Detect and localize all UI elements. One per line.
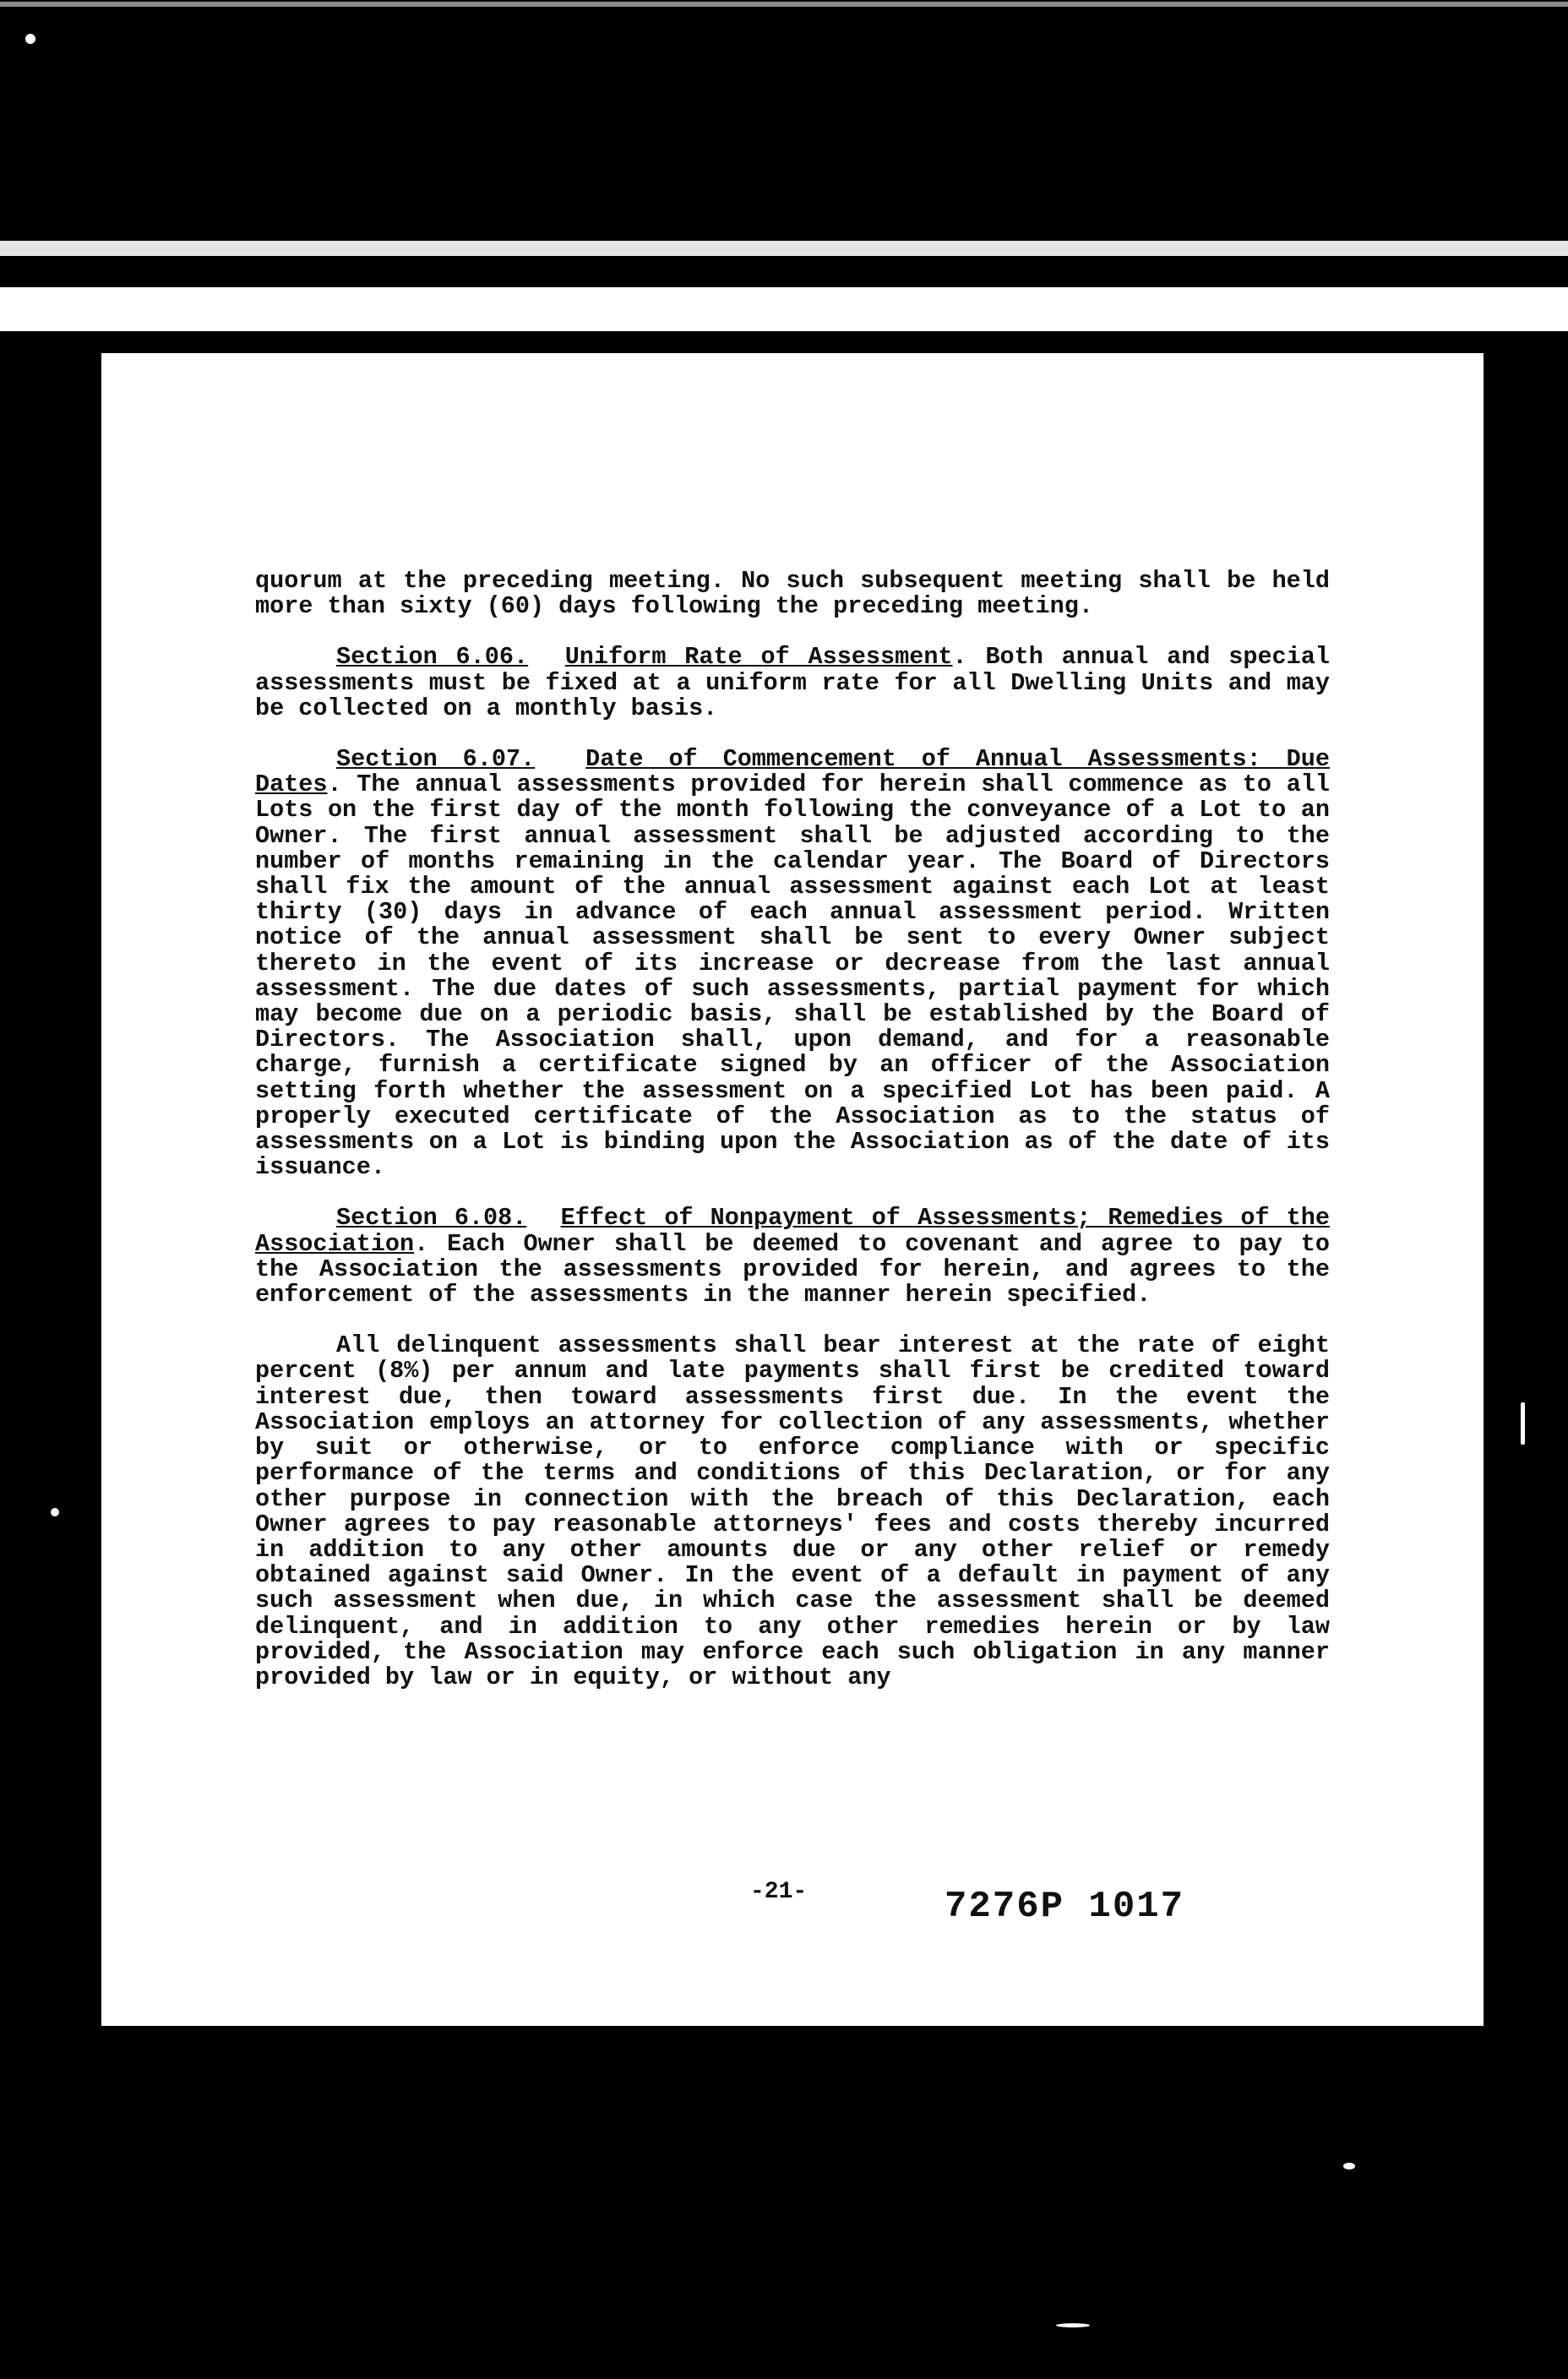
scan-band-top	[0, 2, 1568, 7]
section-6-08	[255, 1206, 1330, 1308]
paragraph-delinquent-assessments: All delinquent assessments shall bear interest at the rate of eight percent (8%) per annum and late payments shall first be credited toward interest due, then toward assessments first due. In the event the Association employs an attorney for collection of any assessments, whether by suit or otherwise, or to enforce compliance with or specific performance of the terms and conditions of this Declaration, or for any other purpose in connection with the breach of this Declaration, each Owner agrees to pay reasonable attorneys' fees and costs thereby incurred in addition to any other amounts due or any other relief or remedy obtained against said Owner. In the event of a default in payment of any such assessment when due, in which case the assessment shall be deemed delinquent, and in addition to any other remedies herein or by law provided, the Association may enforce each such obligation in any manner provided by law or in equity, or without any	[255, 1331, 1330, 1691]
section-6-06-body: . Both annual and special assessments must be fixed at a uniform rate for all Dwelling Units and may be collected on a monthly basis.	[255, 643, 1330, 722]
recording-stamp: 7276P 1017	[945, 1886, 1185, 1928]
section-6-06	[255, 645, 1330, 721]
scan-band-lower	[0, 287, 1568, 331]
section-6-08-heading: Section 6.08.	[336, 1204, 527, 1233]
section-6-06-heading: Section 6.06.	[336, 643, 529, 672]
section-6-07-body: . The annual assessments provided for herein shall commence as to all Lots on the first day of the month following the conveyance of a Lot to an Owner. The first annual assessment shall be adjusted according to the number of months remaining in the calendar year. The Board of Directors shall fix the amount of the annual assessment against each Lot at least thirty (30) days in advance of each annual assessment period. Written notice of the annual assessment shall be sent to every Owner subject thereto in the event of its increase or decrease from the last annual assessment. The due dates of such assessments, partial payment for which may become due on a periodic basis, shall be established by the Board of Directors. The Association shall, upon demand, and for a reasonable charge, furnish a certificate signed by an officer of the Association setting forth whether the assessment on a specified Lot has been paid. A properly executed certificate of the Association as to the status of assessments on a Lot is binding upon the Association as of the date of its issuance.	[255, 770, 1330, 1182]
section-6-06-title: Uniform Rate of Assessment	[564, 643, 953, 672]
scan-band-middle	[0, 241, 1568, 256]
scan-speck	[25, 34, 35, 44]
section-6-08-title: Effect of Nonpayment of Assessments; Remedies of the Association	[255, 1204, 1330, 1258]
section-6-07-title: Date of Commencement of Annual Assessments: Due Dates	[255, 745, 1330, 799]
page-number: -21-	[750, 1879, 808, 1905]
document-body	[255, 569, 1330, 1716]
section-6-08-body: . Each Owner shall be deemed to covenant and agree to pay to the Association the assessments provided for herein, and agrees to the enforcement of the assessments in the manner herein specified.	[255, 1229, 1330, 1309]
scan-speck	[1343, 2163, 1355, 2169]
scan-speck	[1521, 1402, 1525, 1445]
section-6-07-heading: Section 6.07.	[336, 745, 536, 774]
paragraph-quorum: quorum at the preceding meeting. No such subsequent meeting shall be held more than sixty (60) days following the preceding meeting.	[255, 567, 1330, 621]
document-page	[101, 353, 1484, 2026]
scan-speck	[1056, 2323, 1090, 2327]
section-6-07	[255, 747, 1330, 1180]
scan-speck	[51, 1508, 59, 1516]
